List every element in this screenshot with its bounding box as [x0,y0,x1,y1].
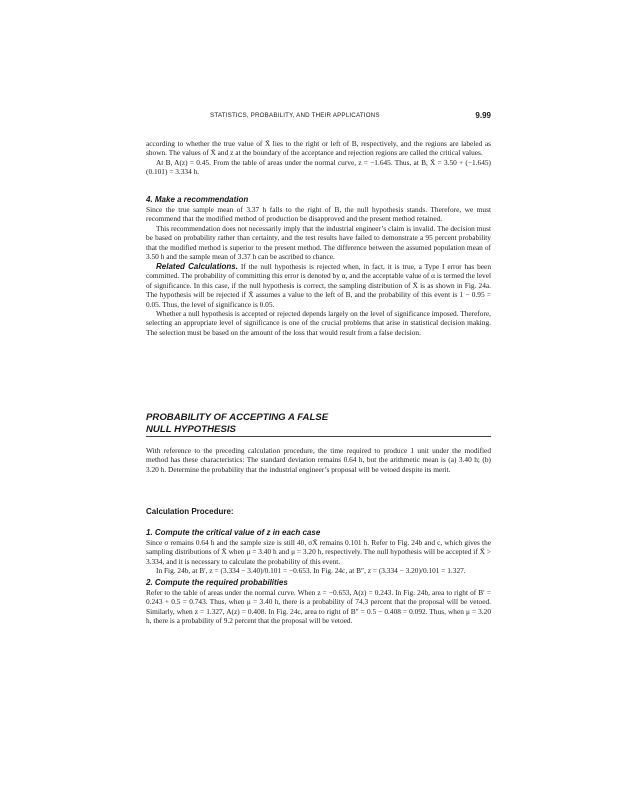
step2-paragraph-1: Refer to the table of areas under the normal curve. When z = −0.653, A(z) = 0.243. In Fig. 24b, area to right of B′ = 0.243 + 0.5 = 0.743. Thus, when μ = 3.40 h, there is a probability of 74.3 percent that the proposal will be vetoed. Similarly, when z = 1.327, A(z) = 0.408. In Fig. 24c, area to right of B″ = 0.5 − 0.408 = 0.092. Thus, when μ = 3.20 h, there is a probability of 9.2 percent that the proposal will be vetoed. [146,587,491,626]
intro-paragraph-1: according to whether the true value of X̄ lies to the right or left of B, respectively, and the regions are labeled as shown. The values of X̄ and z at the boundary of the acceptance and rejection regions are called the critical values. [146,139,491,158]
problem-paragraph: With reference to the preceding calculation procedure, the time required to produce 1 unit under the modified method has these characteristics: The standard deviation remains 0.64 h, but the arithmetic mean is (a) 3.40 h; (b) 3.20 h. Determine the probability that the industrial engineer’s proposal will be vetoed despite its merit. [146,446,491,474]
running-title: STATISTICS, PROBABILITY, AND THEIR APPLICATIONS [210,112,380,119]
calculation-procedure [146,507,491,516]
section-title-line-2: NULL HYPOTHESIS [146,423,236,435]
section-rule [146,436,491,437]
step1-paragraph-1: Since σ remains 0.64 h and the sample size is still 40, σX̄ remains 0.101 h. Refer to Fig. 24b and c, which gives the sampling distributions of X̄ when μ = 3.40 h and μ = 3.20 h, respectively. The null hypothesis will be accepted if X̄ > 3.334, and it is necessary to calculate the probability of this event. [146,538,491,566]
problem-statement [146,446,491,474]
step4-title: 4. Make a recommendation [146,195,249,204]
procedure-steps [146,527,491,626]
step1-title: 1. Compute the critical value of z in each case [146,528,321,537]
related-paragraph-1 [146,262,491,309]
procedure-heading: Calculation Procedure: [146,507,234,516]
section-title-line-1: PROBABILITY OF ACCEPTING A FALSE [146,412,329,423]
related-text-1: If the null hypothesis is rejected when, in fact, it is true, a Type I error has been committed. The probability of committing this error is denoted by α, and the acceptable value of α is termed the level of significance. In this case, if the null hypothesis is correct, the sampling distribution of X̄ is as shown in Fig. 24a. The hypothesis will be rejected if X̄ assumes a value to the left of B, and the probability of this event is 1 − 0.95 = 0.05. Thus, the level of significance is 0.05. [146,261,491,309]
step4-paragraph-2: This recommendation does not necessarily imply that the industrial engineer’s claim is invalid. The decision must be based on probability rather than certainty, and the test results have failed to demonstrate a 95 percent probability that the modified method is superior to the present method. The difference between the assumed population mean of 3.50 h and the sample mean of 3.37 h can be ascribed to chance. [146,223,491,262]
running-head [146,112,491,122]
step4-paragraph-1: Since the true sample mean of 3.37 h falls to the right of B, the null hypothesis stands. Therefore, we must recommend that the modified method of production be disapproved and the present method retained. [146,205,491,224]
section-heading [146,412,491,435]
related-run-in: Related Calculations. [156,261,238,271]
intro-block [146,139,491,177]
related-paragraph-2: Whether a null hypothesis is accepted or rejected depends largely on the level of significance imposed. Therefore, selecting an appropriate level of significance is one of the crucial problems that arise in statistical decision making. The selection must be based on the amount of the loss that would result from a false decision. [146,308,491,337]
page-number: 9.99 [475,111,491,120]
step4-block [146,194,491,337]
intro-paragraph-2: At B, A(z) = 0.45. From the table of areas under the normal curve, z = −1.645. Thus, at B, X̄ = 3.50 + (−1.645)(0.101) = 3.334 h. [146,157,491,177]
step1-paragraph-2: In Fig. 24b, at B′, z = (3.334 − 3.40)/0.101 = −0.653. In Fig. 24c, at B″, z = (3.334 − 3.20)/0.101 = 1.327. [156,566,466,576]
step2-title: 2. Compute the required probabilities [146,577,288,587]
